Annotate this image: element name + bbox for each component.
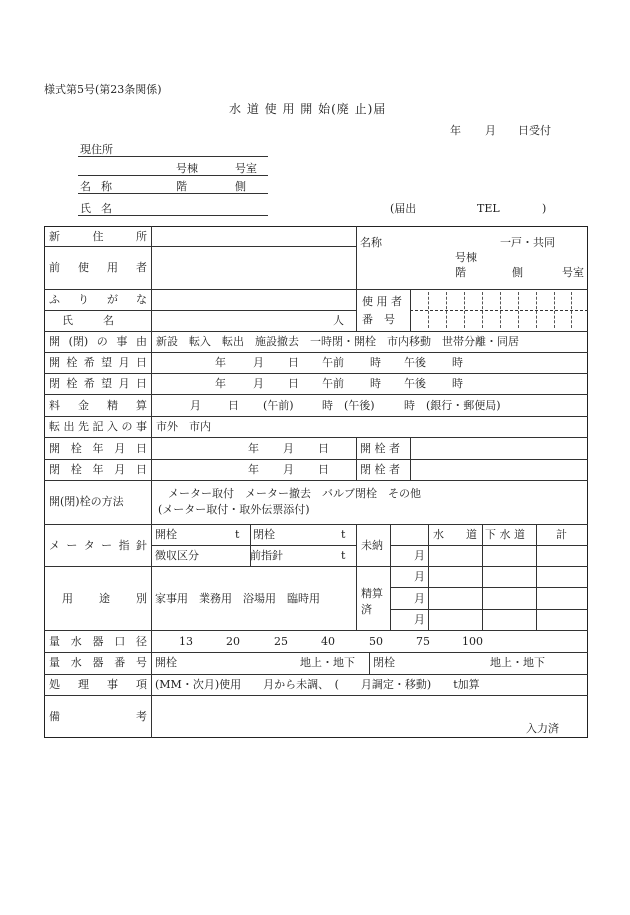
c: 栓: [70, 442, 82, 455]
c: 器: [92, 656, 104, 669]
method-note: (メーター取付・取外伝票添付): [158, 503, 310, 516]
ow-pm: 午後: [404, 356, 426, 369]
row-line: [44, 652, 588, 653]
c: 径: [136, 635, 147, 648]
house-type: 一戸・共同: [500, 236, 555, 249]
c: 住: [92, 230, 104, 243]
c: 事: [116, 335, 128, 348]
cw-day: 日: [288, 377, 299, 390]
col-line: [369, 652, 370, 674]
c: 由: [135, 335, 147, 348]
ow-day: 日: [288, 356, 299, 369]
name-label-2: 称: [101, 180, 112, 193]
st-month: 月: [190, 399, 201, 412]
c: が: [107, 293, 118, 306]
method-options: メーター取付 メーター撤去 バルブ閉栓 その他: [168, 487, 421, 500]
c: 番: [114, 656, 126, 669]
digit-mid: [410, 310, 588, 311]
entered-stamp: 入力済: [526, 722, 559, 735]
st-bank: (銀行・郵便局): [426, 399, 501, 412]
col-line: [536, 524, 537, 630]
month-2: 月: [414, 570, 425, 583]
c: 新: [49, 230, 60, 243]
od-year: 年: [248, 442, 259, 455]
row-line: [44, 373, 588, 374]
label-meter-no: [46, 657, 150, 668]
water-header: 水 道: [433, 528, 477, 541]
reason-options: 新設 転入 転出 施設撤去 一時閉・開栓 市内移動 世帯分離・同居: [156, 335, 519, 348]
meter-no-open: 開栓: [155, 656, 177, 669]
name-underline: [78, 193, 268, 194]
field-room: 号室: [562, 266, 584, 279]
size-40: 40: [321, 635, 335, 648]
c: 考: [136, 710, 147, 723]
c: 栓: [66, 377, 78, 390]
st-pm: (午後): [344, 399, 375, 412]
meter-no-close-ground: 地上・地下: [490, 656, 545, 669]
c: 閉: [49, 463, 60, 476]
c: 月: [114, 463, 126, 476]
prev-reading-unit: t: [341, 549, 346, 562]
user-no-label-2: 番 号: [362, 313, 395, 326]
c: 閉: [49, 377, 60, 390]
c: 日: [135, 356, 147, 369]
c: (閉): [68, 335, 89, 348]
c: 量: [49, 635, 60, 648]
meter-no-open-ground: 地上・地下: [300, 656, 355, 669]
meter-no-close: 閉栓: [373, 656, 395, 669]
c: 使: [78, 261, 89, 274]
row-line: [151, 545, 356, 546]
usage-options: 家事用 業務用 浴場用 臨時用: [155, 592, 320, 605]
label-open-wish: [46, 357, 150, 368]
c: の: [96, 335, 108, 348]
c: 日: [135, 377, 147, 390]
c: 年: [92, 442, 104, 455]
c: 栓: [70, 463, 82, 476]
c: 口: [114, 635, 126, 648]
c: 名: [103, 314, 114, 327]
row-line: [390, 545, 588, 546]
ow-am: 午前: [322, 356, 344, 369]
st-am: (午前): [263, 399, 294, 412]
size-20: 20: [226, 635, 240, 648]
c: ー: [66, 539, 78, 552]
label-divider: [151, 226, 152, 738]
c: 前: [49, 261, 60, 274]
row-line: [44, 352, 588, 353]
c: 所: [136, 230, 147, 243]
address-label: 現住所: [80, 143, 113, 156]
label-prev-user: [46, 262, 150, 273]
size-13: 13: [179, 635, 193, 648]
c: 月: [118, 356, 130, 369]
c: 日: [136, 463, 147, 476]
cd-month: 月: [283, 463, 294, 476]
label-open-date: [46, 443, 150, 454]
row-line: [44, 459, 588, 460]
meter-open: 開栓: [155, 528, 177, 541]
row-line: [44, 480, 588, 481]
row-line: [44, 524, 588, 525]
cw-hour1: 時: [370, 377, 381, 390]
label-transfer: [46, 421, 150, 432]
side-label: 側: [235, 180, 246, 193]
col-line: [428, 524, 429, 630]
name-field-label: 名称: [360, 236, 382, 249]
row-line: [44, 331, 588, 332]
ow-year: 年: [215, 356, 226, 369]
c: 希: [83, 377, 95, 390]
c: 途: [99, 592, 110, 605]
c: 号: [136, 656, 147, 669]
row-line: [44, 630, 588, 631]
row-line: [44, 394, 588, 395]
label-furigana: [46, 294, 150, 305]
c: 入: [107, 420, 118, 433]
label-meter: [46, 540, 150, 551]
meter-close: 閉栓: [253, 528, 275, 541]
c: り: [78, 293, 89, 306]
row-line: [44, 674, 588, 675]
c: 備: [49, 710, 60, 723]
st-hour1: 時: [322, 399, 333, 412]
od-month: 月: [283, 442, 294, 455]
c: 事: [107, 678, 118, 691]
tel-close: ): [542, 202, 547, 215]
col-line: [356, 524, 357, 630]
label-method: 開(閉)栓の方法: [49, 495, 124, 508]
c: 出: [63, 420, 75, 433]
seal-mark: 人: [333, 314, 344, 327]
label-usage: [46, 593, 150, 604]
col-line: [356, 437, 357, 480]
received-month: 月: [485, 124, 496, 137]
c: 料: [49, 399, 60, 412]
meter-open-unit: t: [235, 528, 240, 541]
name-label-1: 名: [80, 180, 91, 193]
c: 算: [136, 399, 147, 412]
size-50: 50: [369, 635, 383, 648]
c: 精: [107, 399, 118, 412]
ow-hour1: 時: [370, 356, 381, 369]
col-line: [356, 226, 357, 331]
room-label: 号室: [235, 162, 257, 175]
st-hour2: 時: [404, 399, 415, 412]
cw-hour2: 時: [452, 377, 463, 390]
row-line: [44, 246, 356, 247]
tel-label: TEL: [477, 202, 500, 215]
c: 望: [101, 377, 113, 390]
c: 開: [49, 442, 60, 455]
meter-close-unit: t: [341, 528, 346, 541]
building-label: 号棟: [176, 162, 198, 175]
c: 水: [70, 635, 82, 648]
building-underline: [78, 175, 268, 176]
c: 年: [92, 463, 104, 476]
field-building: 号棟: [455, 251, 477, 264]
col-line: [410, 437, 411, 480]
opener-label: 開 栓 者: [360, 442, 400, 455]
c: メ: [49, 539, 60, 552]
collect-label: 徴収区分: [155, 549, 199, 562]
c: 処: [49, 678, 60, 691]
c: 望: [101, 356, 113, 369]
c: 開: [49, 335, 60, 348]
c: 氏: [62, 314, 73, 327]
label-processing: [46, 679, 150, 690]
label-new-address: [46, 231, 150, 242]
c: 者: [136, 261, 147, 274]
form-number: 様式第5号(第23条関係): [44, 83, 162, 96]
c: な: [136, 293, 147, 306]
ow-hour2: 時: [452, 356, 463, 369]
cd-year: 年: [248, 463, 259, 476]
row-line: [390, 566, 588, 567]
c: 月: [118, 377, 130, 390]
transfer-options: 市外 市内: [156, 420, 211, 433]
person-label-1: 氏: [80, 202, 91, 215]
size-75: 75: [416, 635, 430, 648]
address-underline: [78, 156, 268, 157]
c: の: [121, 420, 133, 433]
label-remarks: [46, 711, 150, 722]
month-3: 月: [414, 592, 425, 605]
c: 事: [136, 420, 147, 433]
od-day: 日: [318, 442, 329, 455]
c: 別: [136, 592, 147, 605]
row-line: [390, 587, 588, 588]
c: 用: [107, 261, 118, 274]
c: 項: [136, 678, 147, 691]
total-header: 計: [556, 528, 567, 541]
cd-day: 日: [318, 463, 329, 476]
st-day: 日: [228, 399, 239, 412]
c: ふ: [49, 293, 60, 306]
row-line: [44, 437, 588, 438]
row-line: [390, 609, 588, 610]
size-25: 25: [274, 635, 288, 648]
closer-label: 閉 栓 者: [360, 463, 400, 476]
field-floor: 階: [455, 266, 466, 279]
settled-label: 精算済: [361, 587, 383, 616]
label-settlement: [46, 400, 150, 411]
c: 記: [92, 420, 104, 433]
row-line: [44, 289, 588, 290]
c: 指: [118, 539, 130, 552]
field-side: 側: [512, 266, 523, 279]
c: 栓: [66, 356, 78, 369]
label-reason: [46, 336, 150, 347]
label-close-wish: [46, 378, 150, 389]
label-meter-size: [46, 636, 150, 647]
col-line: [482, 524, 483, 630]
processing-text: (MM・次月)使用 月から未調、 ( 月調定・移動) t加算: [155, 678, 480, 691]
c: 針: [135, 539, 147, 552]
row-line: [44, 416, 588, 417]
c: 日: [136, 442, 147, 455]
label-close-date: [46, 464, 150, 475]
received-year: 年: [450, 124, 461, 137]
sewer-header: 下 水 道: [485, 528, 525, 541]
user-no-label-1: 使 用 者: [362, 295, 402, 308]
person-label-2: 名: [101, 202, 112, 215]
c: 用: [62, 592, 73, 605]
row-line: [356, 566, 390, 567]
cw-am: 午前: [322, 377, 344, 390]
prev-reading: 前指針: [250, 549, 283, 562]
c: 器: [92, 635, 104, 648]
month-4: 月: [414, 613, 425, 626]
unpaid-label: 未納: [361, 539, 383, 552]
c: 金: [78, 399, 89, 412]
cw-year: 年: [215, 377, 226, 390]
tel-open: (届出: [390, 202, 417, 215]
person-underline: [78, 215, 268, 216]
ow-month: 月: [253, 356, 264, 369]
floor-label: 階: [176, 180, 187, 193]
c: 開: [49, 356, 60, 369]
month-1: 月: [414, 549, 425, 562]
c: 量: [49, 656, 60, 669]
form-title: 水 道 使 用 開 始(廃 止)届: [229, 102, 387, 116]
received-day: 日受付: [518, 124, 551, 137]
c: 希: [83, 356, 95, 369]
c: 水: [70, 656, 82, 669]
c: 転: [49, 420, 60, 433]
c: タ: [83, 539, 95, 552]
row-line: [44, 310, 356, 311]
c: 月: [114, 442, 126, 455]
cw-pm: 午後: [404, 377, 426, 390]
label-person: [46, 315, 150, 326]
cw-month: 月: [253, 377, 264, 390]
c: 理: [78, 678, 89, 691]
col-line: [390, 524, 391, 630]
size-100: 100: [462, 635, 483, 648]
c: 先: [78, 420, 89, 433]
row-line: [44, 695, 588, 696]
c: ー: [101, 539, 113, 552]
row-line: [44, 566, 356, 567]
